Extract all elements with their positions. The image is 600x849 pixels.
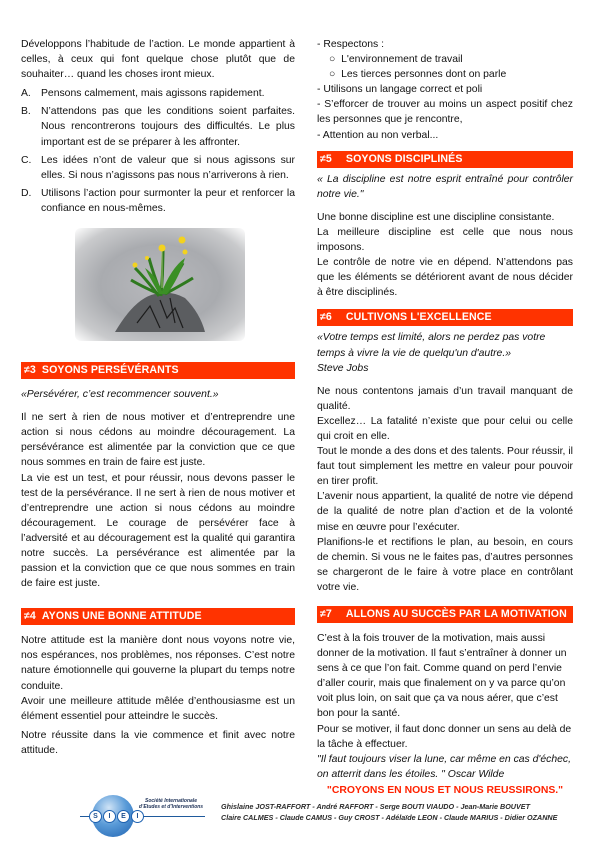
section-4 — [21, 608, 295, 758]
section-number: ≠3 — [24, 364, 36, 377]
section-title: SOYONS PERSÉVÉRANTS — [41, 364, 179, 377]
logo-letter: I — [131, 810, 144, 823]
paragraph: Planifions-le et rectifions le plan, au besoin, en cours de chemin. Si vous ne le faites pas, d’autres personnes se chargeront de le faire à votre place en contrôlant votre vie. — [317, 536, 573, 593]
paragraph: Le contrôle de notre vie en dépend. N’attendons pas que les éléments se détériorent avant de nous décider à être disciplinés. — [317, 257, 573, 299]
section-number: ≠4 — [24, 610, 36, 623]
list-subitem — [317, 67, 573, 82]
section-3-quote: «Persévérer, c’est recommencer souvent.» — [21, 389, 219, 401]
list-item: - Respectons : — [317, 39, 384, 50]
circle-bullet-icon: ○ — [329, 54, 342, 66]
paragraph: Une bonne discipline est une discipline consistante. — [317, 211, 555, 223]
list-marker: A. — [21, 88, 31, 100]
flower — [159, 245, 166, 252]
section-title: AYONS UNE BONNE ATTITUDE — [41, 610, 202, 623]
section-title: ALLONS AU SUCCÈS PAR LA MOTIVATION — [345, 608, 567, 620]
list-item: - Utilisons un langage correct et poli — [317, 84, 483, 96]
section-6-quote: «Votre temps est limité, alors ne perdez pas votre temps à vivre la vie de quelqu'un d'autre.» — [317, 332, 546, 359]
list-item — [21, 153, 295, 183]
circle-bullet-icon: ○ — [329, 69, 342, 81]
paragraph: Tout le monde a des dons et des talents. Pour réussir, il faut tout simplement les mettre en valeur pour pouvoir en tirer profit. — [317, 446, 573, 488]
authors — [221, 801, 557, 823]
section-5 — [317, 151, 573, 301]
section-number: ≠6 — [320, 311, 332, 324]
list-marker: B. — [21, 106, 31, 118]
list-text: L'environnement de travail — [341, 54, 463, 66]
section-7-quote: "Il faut toujours viser la lune, car même en cas d'échec, on atterrit dans les étoiles. " Oscar Wilde — [317, 753, 572, 780]
list-item: - Attention au non verbal... — [317, 129, 439, 141]
left-column — [21, 37, 295, 758]
list-text: Pensons calmement, mais agissons rapidement. — [41, 88, 265, 100]
logo-letter: S — [89, 810, 102, 823]
list-text: Utilisons l’action pour surmonter la peur et renforcer la confiance en nous-mêmes. — [41, 187, 295, 214]
paragraph: Avoir une meilleure attitude mêlée d’enthousiasme est un élément essentiel pour atteindre le succès. — [21, 695, 295, 722]
plant-through-asphalt-image — [75, 228, 245, 341]
authors-line: Claire CALMES - Claude CAMUS - Guy CROST - Adélaïde LEON - Claude MARIUS - Didier OZANNE — [221, 813, 558, 822]
paragraph: Il ne sert à rien de nous motiver et d’entreprendre une action si nous cédons au moindre découragement. La persévérance est alimentée par la conviction que ce que nous sommes en train de faire est juste. — [21, 412, 295, 469]
action-list — [21, 86, 295, 216]
paragraph: C’est à la fois trouver de la motivation, mais aussi donner de la motivation. Il faut s’entraîner à donner un sens à ce que l’on fait. Comme quand on perd l’envie d’aller courir, mais que finalement on y va parce qu’on voit plus loin, on sait que ça va nous aérer, que c’est bon pour la santé. — [317, 633, 567, 720]
flower — [133, 263, 138, 268]
list-item: - S’efforcer de trouver au moins un aspect positif chez les personnes que je rencontre, — [317, 99, 573, 126]
section-title: CULTIVONS L'EXCELLENCE — [345, 311, 492, 324]
quote-author: Steve Jobs — [317, 362, 369, 374]
plant-illustration — [75, 228, 245, 341]
paragraph: Pour se motiver, il faut donc donner un sens au delà de la tâche à effectuer. — [317, 723, 572, 750]
section-number: ≠5 — [320, 152, 332, 165]
logo-letter: I — [103, 810, 116, 823]
list-item — [21, 86, 295, 101]
list-subitem — [317, 52, 573, 67]
section-7-header — [317, 606, 573, 623]
organization-name-line: Société Internationale — [145, 798, 197, 804]
section-title: SOYONS DISCIPLINÉS — [345, 152, 463, 165]
section-4-header — [21, 608, 295, 625]
section-3 — [21, 362, 295, 591]
authors-line: Ghislaine JOST-RAFFORT - André RAFFORT - Serge BOUTI VIAUDO - Jean-Marie BOUVET — [221, 802, 530, 811]
intro-paragraph: Développons l’habitude de l’action. Le monde appartient à celles, à ceux qui font quelque chose plutôt que de souhaiter… quand les choses iront mieux. — [21, 39, 295, 81]
paragraph: Notre attitude est la manière dont nous voyons notre vie, nos espérances, nos problèmes, nos réponses. C’est notre nature émotionnelle qui gouverne la plupart du temps notre conduite. — [21, 635, 295, 692]
paragraph: L’avenir nous appartient, la qualité de notre vie dépend de la qualité de notre plan d’action et de la volonté mise en œuvre pour l’exécuter. — [317, 491, 573, 533]
asphalt-mound — [115, 293, 205, 332]
paragraph: La vie est un test, et pour réussir, nous devons passer le test de la persévérance. Il ne sert à rien de nous motiver et d’entreprendre une action si nous cédons au moindre découragement. Le courage de persévérer face à l’adversité et au découragement est la qualité qui garantira notre succès. La persévérance est alimentée par la passion et la conviction que ce que nous sommes en train de faire est juste. — [21, 472, 295, 590]
list-marker: C. — [21, 154, 32, 166]
list-text: N’attendons pas que les conditions soient parfaites. Nous rencontrerons toujours des difficultés. Le plus important est de se préparer à les affronter. — [41, 106, 295, 148]
respect-list — [317, 37, 573, 143]
paragraph: Ne nous contentons jamais d’un travail manquant de qualité. — [317, 385, 573, 412]
section-7 — [317, 606, 573, 798]
list-item — [21, 186, 295, 216]
section-6-header — [317, 309, 573, 326]
closing-slogan: "CROYONS EN NOUS ET NOUS REUSSIRONS." — [326, 784, 564, 796]
flower — [183, 250, 188, 255]
section-6 — [317, 309, 573, 595]
paragraph: Notre réussite dans la vie commence et finit avec notre attitude. — [21, 729, 295, 756]
list-item — [21, 104, 295, 149]
organization-name-line: d’Etudes et d’Interventions — [138, 804, 204, 810]
flower — [179, 237, 186, 244]
list-marker: D. — [21, 187, 32, 199]
right-column — [317, 37, 573, 798]
section-5-header — [317, 151, 573, 168]
logo-letters — [89, 810, 144, 823]
section-3-header — [21, 362, 295, 379]
paragraph: Excellez… La fatalité n’existe que pour celui ou celle qui croit en elle. — [317, 415, 573, 442]
section-5-quote: « La discipline est notre esprit entraîné pour contrôler notre vie." — [317, 173, 573, 200]
flower — [145, 256, 149, 260]
list-text: Les tierces personnes dont on parle — [341, 69, 507, 81]
logo-letter: E — [117, 810, 130, 823]
list-text: Les idées n’ont de valeur que si nous agissons sur elles. Si nous n’agissons pas nous n’arriverons à rien. — [41, 154, 295, 181]
organization-name — [136, 798, 206, 810]
section-number: ≠7 — [320, 608, 332, 620]
paragraph: La meilleure discipline est celle que nous nous imposons. — [317, 226, 573, 254]
